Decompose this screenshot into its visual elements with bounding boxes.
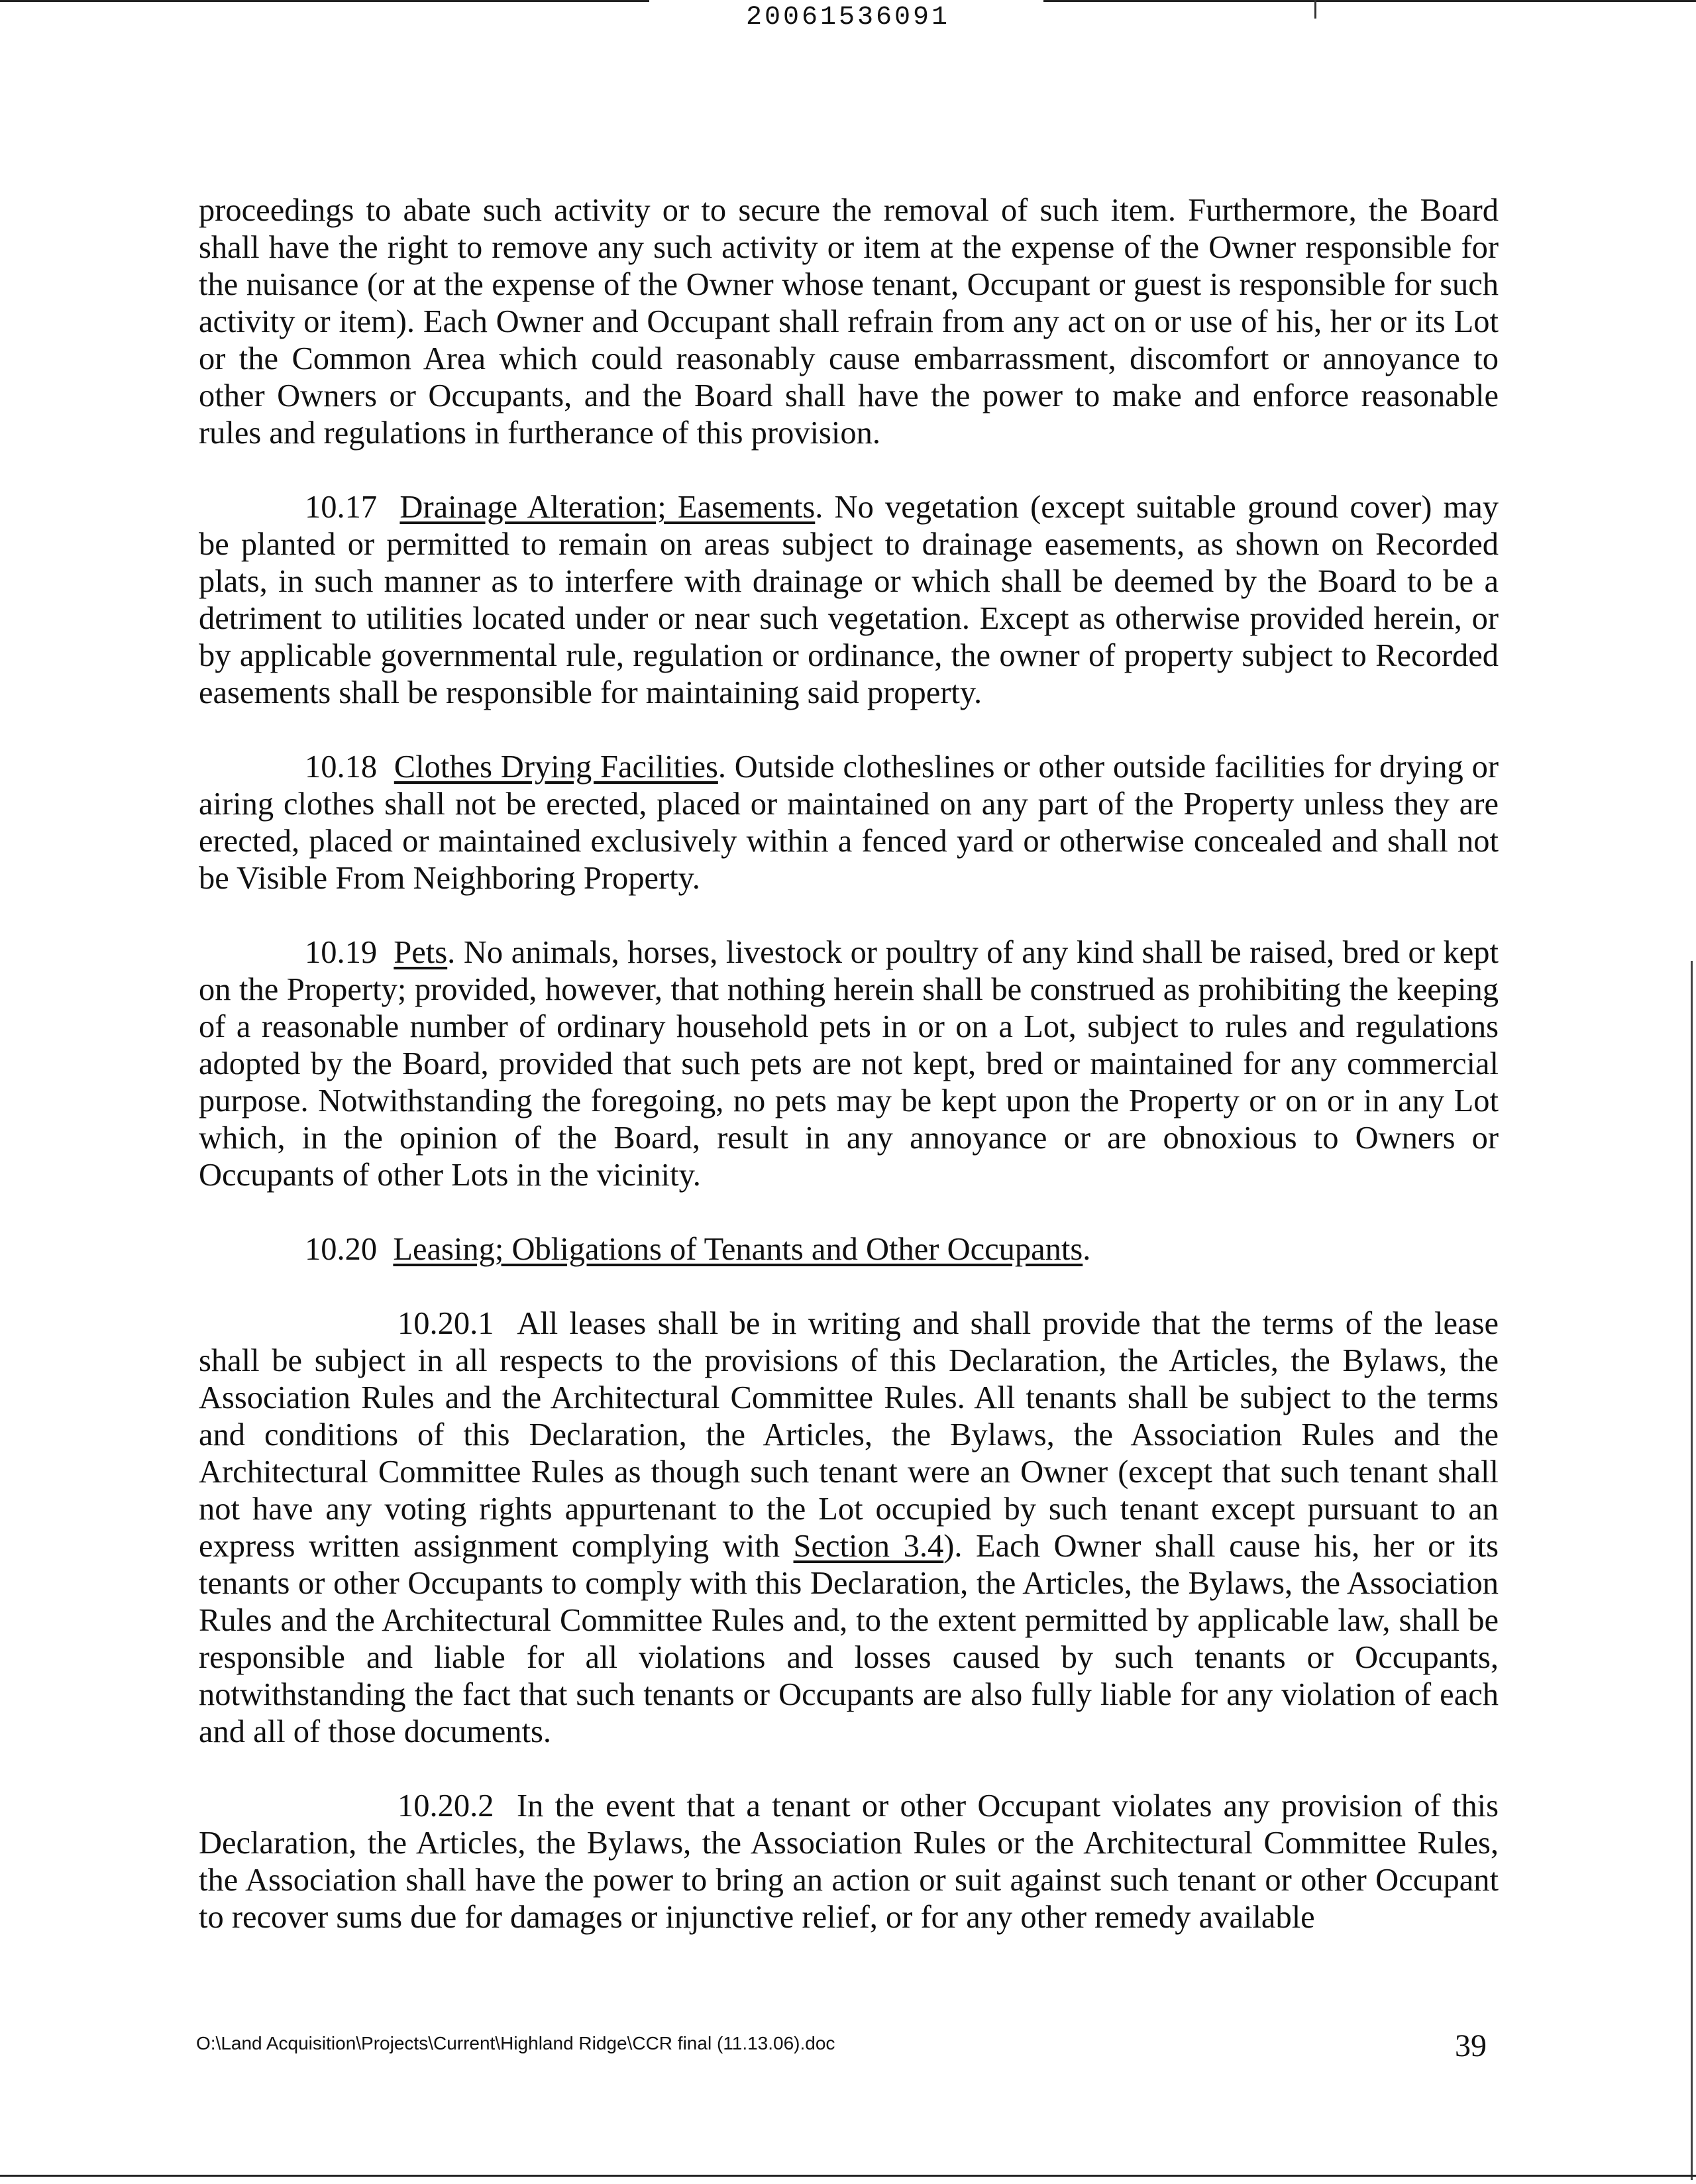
section-number: 10.19: [305, 935, 378, 970]
section-text: . No vegetation (except suitable ground cover) may be planted or permitted to remain on areas subject to drainage easements, as shown on Recorded plats, in such manner as to interfere with drainage or which shall be deemed by the Board to be a detriment to utilities located under or near such vegetation. Except as otherwise provided herein, or by applicable governmental rule, regulation or ordinance, the owner of property subject to Recorded easements shall be responsible for maintaining said property.: [199, 490, 1499, 710]
right-edge-rule: [1691, 961, 1693, 2180]
section-text: In the event that a tenant or other Occupant violates any provision of this Declaration, the Articles, the Bylaws, the Association Rules or the Architectural Committee Rules, the Association shall have the power to bring an action or suit against such tenant or other Occupant to recover sums due for damages or injunctive relief, or for any other remedy available: [199, 1788, 1499, 1935]
section-text-continued: ). Each Owner shall cause his, her or its tenants or other Occupants to comply with this Declaration, the Articles, the Bylaws, the Association Rules and the Architectural Committee Rules and, to the extent permitted by applicable law, shall be responsible and liable for all violations and losses caused by such tenants or Occupants, notwithstanding the fact that such tenants or Occupants are also fully liable for any violation of each and all of those documents.: [199, 1529, 1499, 1749]
top-rule-left: [0, 0, 649, 2]
section-title: Clothes Drying Facilities: [394, 749, 718, 785]
section-title: Pets: [394, 935, 448, 970]
section-title: Leasing; Obligations of Tenants and Other Occupants: [393, 1232, 1083, 1267]
document-number: 20061536091: [745, 3, 951, 32]
section-number: 10.20.2: [398, 1788, 494, 1824]
section-text: . No animals, horses, livestock or poultry of any kind shall be raised, bred or kept on the Property; provided, however, that nothing herein shall be construed as prohibiting the keeping of a reasonable number of ordinary household pets in or on a Lot, subject to rules and regulations adopted by the Board, provided that such pets are not kept, bred or maintained for any commercial purpose. Notwithstanding the foregoing, no pets may be kept upon the Property or on or in any Lot which, in the opinion of the Board, result in any annoyance or are obnoxious to Owners or Occupants of other Lots in the vicinity.: [199, 935, 1499, 1193]
section-10-20-1: [199, 1305, 1499, 1751]
section-title-end: .: [1083, 1232, 1091, 1267]
section-10-20: [199, 1231, 1499, 1268]
bottom-rule: [0, 2175, 1696, 2177]
section-number: 10.18: [305, 749, 378, 785]
page-number: 39: [1455, 2028, 1487, 2063]
section-text: All leases shall be in writing and shall provide that the terms of the lease shall be subject in all respects to the provisions of this Declaration, the Articles, the Bylaws, the Association Rules and the Architectural Committee Rules. All tenants shall be subject to the terms and conditions of this Declaration, the Articles, the Bylaws, the Association Rules and the Architectural Committee Rules as though such tenant were an Owner (except that such tenant shall not have any voting rights appurtenant to the Lot occupied by such tenant except pursuant to an express written assignment complying with: [199, 1306, 1499, 1564]
section-number: 10.20: [305, 1232, 378, 1267]
section-10-20-2: [199, 1788, 1499, 1936]
footer-file-path: O:\Land Acquisition\Projects\Current\Highland Ridge\CCR final (11.13.06).doc: [196, 2033, 835, 2053]
document-body: [199, 192, 1499, 1936]
top-rule-right: [1043, 0, 1696, 2]
section-reference: Section 3.4: [793, 1529, 944, 1564]
section-text: . Outside clotheslines or other outside facilities for drying or airing clothes shall not be erected, placed or maintained on any part of the Property unless they are erected, placed or maintained exclusively within a fenced yard or otherwise concealed and shall not be Visible From Neighboring Property.: [199, 749, 1499, 896]
section-10-19: [199, 934, 1499, 1194]
section-10-18: [199, 749, 1499, 897]
section-10-17: [199, 489, 1499, 712]
section-number: 10.17: [305, 490, 378, 525]
section-number: 10.20.1: [398, 1306, 494, 1341]
paragraph-continuation: proceedings to abate such activity or to secure the removal of such item. Furthermore, the Board shall have the right to remove any such activity or item at the expense of the Owner responsible for the nuisance (or at the expense of the Owner whose tenant, Occupant or guest is responsible for such activity or item). Each Owner and Occupant shall refrain from any act on or use of his, her or its Lot or the Common Area which could reasonably cause embarrassment, discomfort or annoyance to other Owners or Occupants, and the Board shall have the power to make and enforce reasonable rules and regulations in furtherance of this provision.: [199, 193, 1499, 451]
section-title: Drainage Alteration; Easements: [399, 490, 816, 525]
